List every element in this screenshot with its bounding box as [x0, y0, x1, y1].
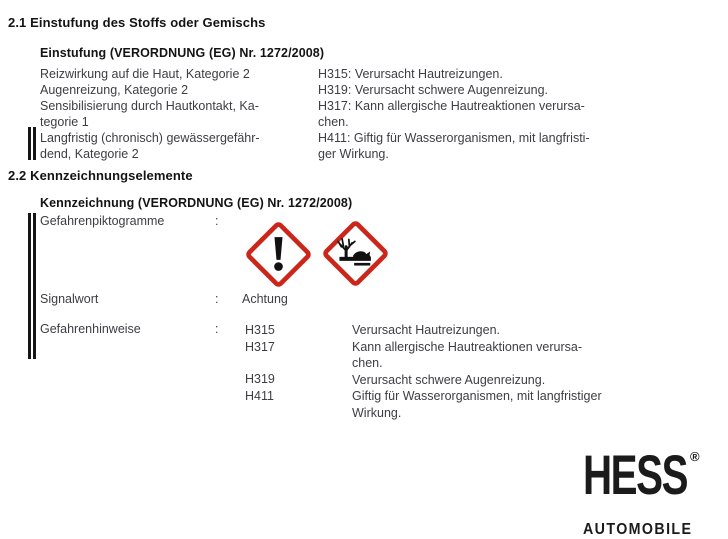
- section-2-1-heading: 2.1 Einstufung des Stoffs oder Gemischs: [8, 15, 266, 30]
- signal-word-value: Achtung: [242, 292, 288, 306]
- logo-subtitle: AUTOMOBILE: [583, 521, 693, 538]
- classification-line: Reizwirkung auf die Haut, Kategorie 2: [40, 67, 250, 81]
- hazard-code: H411: [245, 388, 274, 403]
- hess-automobile-logo: [583, 443, 713, 539]
- hazard-text-column: [352, 322, 602, 421]
- ghs09-environment-icon: [322, 220, 389, 292]
- classification-line: tegorie 1: [40, 115, 89, 129]
- hazard-text: Kann allergische Hautreaktionen verursa-: [352, 339, 582, 354]
- classification-right-column: [318, 66, 590, 162]
- classification-line: Augenreizung, Kategorie 2: [40, 83, 189, 97]
- hazard-statements-label: Gefahrenhinweise: [40, 322, 141, 336]
- hazard-statement-line: H319: Verursacht schwere Augenreizung.: [318, 83, 548, 97]
- hazard-statement-line: ger Wirkung.: [318, 147, 389, 161]
- registered-trademark-icon: ®: [690, 449, 700, 464]
- classification-subheading: Einstufung (VERORDNUNG (EG) Nr. 1272/2008): [40, 46, 325, 60]
- hazard-pictograms-label: Gefahrenpiktogramme: [40, 214, 165, 228]
- hazard-statement-line: chen.: [318, 115, 349, 129]
- hazard-code: H317: [245, 339, 275, 354]
- hazard-text: Verursacht Hautreizungen.: [352, 323, 501, 337]
- hazard-text: Giftig für Wasserorganismen, mit langfristiger: [352, 389, 602, 403]
- colon-separator: :: [215, 214, 219, 228]
- colon-separator: :: [215, 322, 219, 336]
- revision-change-bar: [28, 127, 36, 160]
- colon-separator: :: [215, 292, 219, 306]
- hazard-text: Verursacht schwere Augenreizung.: [352, 372, 546, 387]
- classification-left-column: [40, 66, 260, 162]
- logo-title: HESS: [583, 443, 688, 506]
- classification-line: Sensibilisierung durch Hautkontakt, Ka-: [40, 99, 259, 113]
- hazard-statement-line: H411: Giftig für Wasserorganismen, mit langfristi-: [318, 131, 590, 145]
- hazard-code: [245, 355, 275, 371]
- hazard-code: H315: [245, 323, 275, 337]
- hazard-text: chen.: [352, 356, 383, 370]
- labelling-subheading: Kennzeichnung (VERORDNUNG (EG) Nr. 1272/2008): [40, 196, 353, 210]
- hazard-text: Wirkung.: [352, 405, 402, 420]
- hazard-code-column: [245, 322, 275, 420]
- section-2-2-heading: 2.2 Kennzeichnungselemente: [8, 168, 193, 183]
- hazard-code: H319: [245, 372, 275, 386]
- hazard-code: [245, 404, 275, 420]
- classification-line: Langfristig (chronisch) gewässergefähr-: [40, 131, 260, 145]
- hazard-statement-line: H317: Kann allergische Hautreaktionen verursa-: [318, 99, 585, 113]
- hazard-statement-line: H315: Verursacht Hautreizungen.: [318, 67, 503, 81]
- revision-change-bar: [28, 213, 36, 359]
- classification-line: dend, Kategorie 2: [40, 147, 139, 161]
- ghs07-exclamation-mark-icon: [245, 221, 312, 293]
- signal-word-label: Signalwort: [40, 292, 99, 306]
